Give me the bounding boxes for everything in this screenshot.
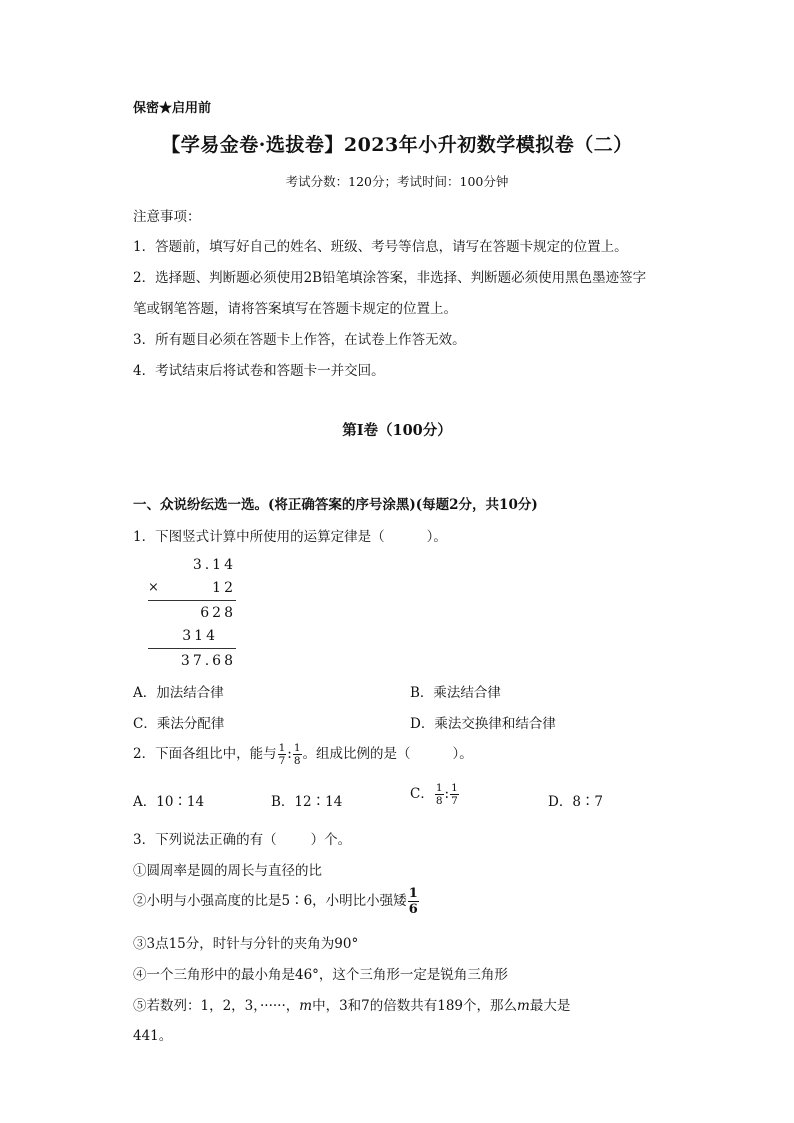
numerator: 1 bbox=[293, 741, 301, 754]
calc-row: 12 bbox=[212, 580, 236, 596]
statement-4: ④一个三角形中的最小角是46°，这个三角形一定是锐角三角形 bbox=[133, 967, 508, 983]
question-text: 3．下列说法正确的有（ bbox=[133, 832, 277, 848]
question-text: ）。 bbox=[426, 529, 447, 545]
option-d[interactable]: D．乘法交换律和结合律 bbox=[410, 716, 556, 732]
section-title: 第I卷（100分） bbox=[342, 422, 452, 439]
note-item: 2．选择题、判断题必须使用2B铅笔填涂答案，非选择、判断题必须使用黑色墨迹签字 bbox=[133, 270, 647, 286]
ratio-colon: : bbox=[444, 786, 450, 802]
fraction bbox=[450, 783, 459, 807]
confidential-label: 保密★启用前 bbox=[133, 101, 212, 116]
numerator: 1 bbox=[278, 741, 286, 754]
ratio-colon: : bbox=[287, 746, 292, 762]
note-item: 笔或钢笔答题，请将答案填写在答题卡规定的位置上。 bbox=[133, 301, 457, 317]
note-item: 3．所有题目必须在答题卡上作答，在试卷上作答无效。 bbox=[133, 332, 466, 348]
variable-m: m bbox=[299, 998, 313, 1014]
exam-info: 考试分数：120分；考试时间：100分钟 bbox=[285, 174, 509, 189]
fraction bbox=[408, 887, 419, 916]
numerator: 1 bbox=[408, 886, 418, 901]
question-text: 1．下图竖式计算中所使用的运算定律是（ bbox=[133, 529, 385, 545]
times-sign: × bbox=[148, 580, 159, 595]
calc-row: 37.68 bbox=[180, 653, 236, 669]
denominator: 8 bbox=[293, 755, 301, 767]
statement-text: 中，3和7的倍数共有189个，那么 bbox=[312, 998, 518, 1014]
statement-2 bbox=[133, 887, 420, 916]
part-heading: 一、众说纷纭选一选。(将正确答案的序号涂黑)(每题2分，共10分) bbox=[133, 497, 538, 513]
statement-text: ②小明与小强高度的比是5∶6，小明比小强矮 bbox=[133, 893, 407, 909]
option-d[interactable]: D．8∶7 bbox=[548, 794, 604, 810]
denominator: 6 bbox=[408, 902, 418, 917]
vertical-multiplication bbox=[148, 555, 248, 675]
option-a[interactable]: A．10∶14 bbox=[133, 794, 205, 810]
note-item: 4．考试结束后将试卷和答题卡一并交回。 bbox=[133, 363, 385, 379]
option-b[interactable]: B．12∶14 bbox=[271, 794, 343, 810]
numerator: 1 bbox=[435, 781, 443, 794]
question-text: 。组成比例的是（ bbox=[302, 746, 411, 762]
fraction bbox=[435, 783, 444, 807]
calc-row: 314 bbox=[182, 628, 218, 644]
question-1-stem bbox=[133, 525, 447, 545]
option-b[interactable]: B．乘法结合律 bbox=[410, 685, 501, 701]
denominator: 7 bbox=[451, 795, 458, 807]
statement-3: ③3点15分，时针与分针的夹角为90° bbox=[133, 936, 359, 952]
calc-rule bbox=[148, 600, 236, 601]
option-a[interactable]: A．加法结合律 bbox=[133, 685, 224, 701]
note-item: 1．答题前，填写好自己的姓名、班级、考号等信息，请写在答题卡规定的位置上。 bbox=[133, 239, 628, 255]
question-text: ）个。 bbox=[310, 832, 352, 848]
statement-5 bbox=[133, 994, 570, 1014]
question-text: 2．下面各组比中，能与 bbox=[133, 746, 277, 762]
statement-text: ⑤若数列：1，2，3，······， bbox=[133, 998, 300, 1014]
exam-title: 【学易金卷·选拔卷】2023年小升初数学模拟卷（二） bbox=[161, 134, 633, 156]
denominator: 8 bbox=[435, 795, 443, 807]
option-label: C． bbox=[410, 786, 434, 802]
question-text: ）。 bbox=[452, 746, 473, 762]
notes-heading: 注意事项： bbox=[133, 209, 201, 225]
statement-text: 最大是 bbox=[529, 998, 571, 1014]
calc-row: 628 bbox=[200, 605, 236, 621]
question-3-stem bbox=[133, 828, 351, 848]
denominator: 7 bbox=[278, 755, 286, 767]
question-2-stem bbox=[133, 742, 473, 767]
fraction bbox=[293, 743, 302, 767]
fraction bbox=[278, 743, 287, 767]
statement-1: ①圆周率是圆的周长与直径的比 bbox=[133, 863, 322, 879]
calc-rule bbox=[148, 648, 236, 649]
numerator: 1 bbox=[451, 781, 458, 794]
statement-5-continued: 441。 bbox=[133, 1028, 173, 1044]
calc-row: 3.14 bbox=[192, 557, 236, 573]
option-c[interactable]: C．乘法分配律 bbox=[133, 716, 225, 732]
variable-m: m bbox=[517, 998, 530, 1014]
option-c[interactable] bbox=[410, 782, 460, 807]
